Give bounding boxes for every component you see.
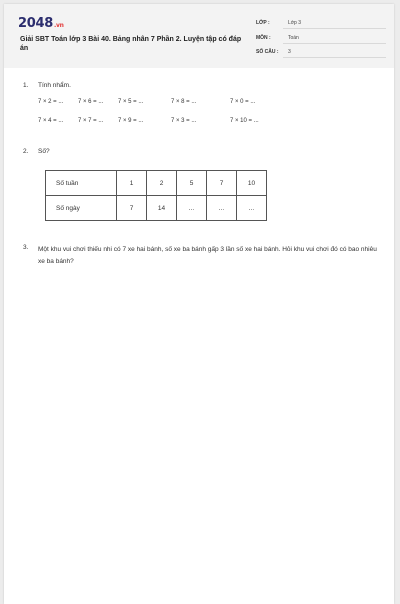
question-1-text: Tính nhẩm. bbox=[38, 82, 71, 89]
expression: 7 × 10 = ... bbox=[230, 118, 259, 124]
site-logo[interactable] bbox=[18, 16, 64, 31]
table-row-header: Số ngày bbox=[46, 196, 117, 221]
table-cell: ... bbox=[237, 196, 267, 221]
table-cell: 1 bbox=[117, 171, 147, 196]
meta-subject-value: Toán bbox=[288, 35, 299, 41]
question-2-number: 2. bbox=[23, 148, 29, 155]
expression: 7 × 6 = ... bbox=[78, 99, 104, 105]
table-row bbox=[46, 196, 267, 221]
table-cell: 10 bbox=[237, 171, 267, 196]
worksheet-page bbox=[4, 4, 394, 604]
expression: 7 × 8 = ... bbox=[171, 99, 197, 105]
meta-divider bbox=[283, 28, 386, 29]
expression: 7 × 4 = ... bbox=[38, 118, 64, 124]
expression: 7 × 2 = ... bbox=[38, 99, 64, 105]
weeks-days-table bbox=[45, 170, 267, 221]
meta-subject-label: MÔN : bbox=[256, 35, 271, 41]
expression: 7 × 5 = ... bbox=[118, 99, 144, 105]
question-2-text: Số? bbox=[38, 148, 50, 155]
meta-count-value: 3 bbox=[288, 49, 291, 55]
question-3-number: 3. bbox=[23, 244, 29, 251]
question-1-number: 1. bbox=[23, 82, 29, 89]
meta-class-label: LỚP : bbox=[256, 20, 270, 26]
logo-suffix-text: .vn bbox=[53, 22, 64, 29]
meta-question-count bbox=[256, 47, 386, 59]
table-row bbox=[46, 171, 267, 196]
expression: 7 × 0 = ... bbox=[230, 99, 256, 105]
table-row-header: Số tuần bbox=[46, 171, 117, 196]
meta-divider bbox=[283, 43, 386, 44]
logo-main-text: 2048 bbox=[18, 16, 53, 31]
meta-class-value: Lớp 3 bbox=[288, 20, 302, 26]
table-cell: ... bbox=[207, 196, 237, 221]
meta-class bbox=[256, 18, 386, 30]
table-cell: 5 bbox=[177, 171, 207, 196]
table-cell: ... bbox=[177, 196, 207, 221]
expression: 7 × 3 = ... bbox=[171, 118, 197, 124]
expression: 7 × 7 = ... bbox=[78, 118, 104, 124]
meta-count-label: SỐ CÂU : bbox=[256, 49, 279, 55]
meta-subject bbox=[256, 33, 386, 45]
table-cell: 2 bbox=[147, 171, 177, 196]
table-cell: 14 bbox=[147, 196, 177, 221]
page-title: Giải SBT Toán lớp 3 Bài 40. Bảng nhân 7 Phần 2. Luyện tập có đáp án bbox=[20, 36, 242, 52]
worksheet-header bbox=[4, 4, 394, 68]
table-cell: 7 bbox=[117, 196, 147, 221]
table-cell: 7 bbox=[207, 171, 237, 196]
expression: 7 × 9 = ... bbox=[118, 118, 144, 124]
question-3-text: Một khu vui chơi thiếu nhi có 7 xe hai bánh, số xe ba bánh gấp 3 lần số xe hai bánh. Hỏi khu vui chơi đó có bao nhiêu xe ba bánh? bbox=[38, 246, 377, 265]
meta-divider bbox=[283, 57, 386, 58]
